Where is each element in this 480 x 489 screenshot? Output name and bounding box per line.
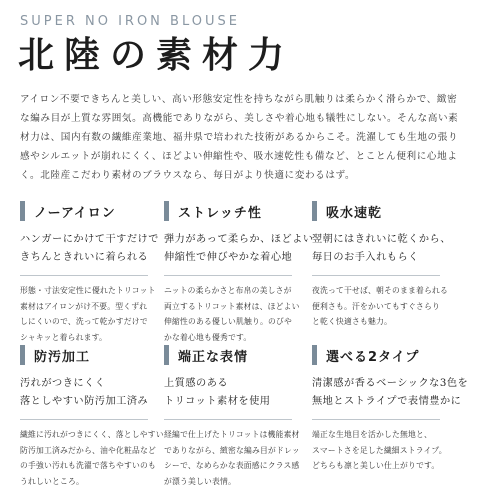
- feature-card-stain-resistant: [20, 344, 156, 489]
- feature-heading: [164, 200, 300, 222]
- subtitle-line: きちんときれいに着られる: [20, 249, 156, 267]
- feature-body: [20, 283, 156, 345]
- body-line: と乾く快適さも魅力。: [312, 314, 448, 330]
- feature-body: [312, 283, 448, 330]
- feature-body: [164, 283, 300, 345]
- divider: [164, 275, 292, 276]
- divider: [20, 419, 148, 420]
- heading-accent-bar: [164, 201, 169, 221]
- subtitle-line: 落としやすい防汚加工済み: [20, 393, 156, 411]
- divider: [312, 419, 440, 420]
- divider: [164, 419, 292, 420]
- brand-eyebrow: SUPER NO IRON BLOUSE: [20, 14, 240, 29]
- feature-subtitle: [20, 231, 156, 267]
- feature-title: 吸水速乾: [326, 202, 382, 221]
- feature-title: 端正な表情: [178, 346, 248, 365]
- feature-heading: [20, 344, 156, 366]
- body-line: 便利さも。汗をかいてもすぐさらり: [312, 299, 448, 315]
- feature-card-stretch: [164, 200, 300, 345]
- feature-card-no-iron: [20, 200, 156, 345]
- heading-accent-bar: [164, 345, 169, 365]
- subtitle-line: トリコット素材を使用: [164, 393, 300, 411]
- feature-title: 選べる2タイプ: [326, 346, 419, 365]
- feature-card-neat-look: [164, 344, 300, 489]
- feature-card-two-types: [312, 344, 448, 474]
- feature-subtitle: [164, 231, 300, 267]
- body-line: 繊維に汚れがつきにくく、落としやすい: [20, 427, 156, 443]
- feature-heading: [312, 344, 448, 366]
- body-line: が漂う美しい表情。: [164, 474, 300, 489]
- feature-title: ノーアイロン: [34, 202, 116, 221]
- body-line: の手強い汚れも洗濯で落ちやすいのも: [20, 458, 156, 474]
- feature-subtitle: [20, 375, 156, 411]
- subtitle-line: 清潔感が香るベーシックな3色を: [312, 375, 448, 393]
- body-line: どちらも凛と美しい仕上がりです。: [312, 458, 448, 474]
- body-line: うれしいところ。: [20, 474, 156, 489]
- subtitle-line: 伸縮性で伸びやかな着心地: [164, 249, 300, 267]
- body-line: シーで、なめらかな表面感にクラス感: [164, 458, 300, 474]
- body-line: でありながら、緻密な編み目がドレッ: [164, 443, 300, 459]
- subtitle-line: 無地とストライプで表情豊かに: [312, 393, 448, 411]
- subtitle-line: 弾力があって柔らか、ほどよい: [164, 231, 300, 249]
- body-line: かな着心地も優秀です。: [164, 330, 300, 346]
- subtitle-line: 汚れがつきにくく: [20, 375, 156, 393]
- subtitle-line: 上質感のある: [164, 375, 300, 393]
- feature-card-quick-dry: [312, 200, 448, 330]
- feature-subtitle: [312, 231, 448, 267]
- feature-title: 防汚加工: [34, 346, 90, 365]
- heading-accent-bar: [20, 345, 25, 365]
- body-line: スマートさを足した繊細ストライプ。: [312, 443, 448, 459]
- heading-accent-bar: [20, 201, 25, 221]
- body-line: 両立するトリコット素材は、ほどよい: [164, 299, 300, 315]
- body-line: 伸縮性のある優しい肌触り。のびや: [164, 314, 300, 330]
- feature-heading: [312, 200, 448, 222]
- feature-body: [312, 427, 448, 474]
- intro-paragraph: アイロン不要できちんと美しい、高い形態安定性を持ちながら肌触りは柔らかく滑らかで、緻密な編み目が上質な雰囲気。高機能でありながら、美しさや着心地も犠牲にしない。そんな高い素材力は、国内有数の繊維産業地、福井県で培われた技術があるからこそ。洗濯しても生地の張り感やシルエットが崩れにくく、ほどよい伸縮性や、吸水速乾性も備など、とことん便利に心地よく。北陸産こだわり素材のブラウスなら、毎日がより快適に変わるはず。: [20, 90, 460, 185]
- divider: [20, 275, 148, 276]
- body-line: ニットの柔らかさと布帛の美しさが: [164, 283, 300, 299]
- feature-title: ストレッチ性: [178, 202, 262, 221]
- page-title: 北陸の素材力: [18, 34, 294, 78]
- body-line: 防汚加工済みだから、油や化粧品など: [20, 443, 156, 459]
- body-line: しにくいので、洗って乾かすだけで: [20, 314, 156, 330]
- body-line: 端正な生地目を活かした無地と、: [312, 427, 448, 443]
- subtitle-line: 翌朝にはきれいに乾くから、: [312, 231, 448, 249]
- body-line: 夜洗って干せば、朝そのまま着られる: [312, 283, 448, 299]
- feature-heading: [164, 344, 300, 366]
- feature-heading: [20, 200, 156, 222]
- body-line: シャキッと着られます。: [20, 330, 156, 346]
- heading-accent-bar: [312, 201, 317, 221]
- feature-subtitle: [312, 375, 448, 411]
- subtitle-line: 毎日のお手入れもらく: [312, 249, 448, 267]
- body-line: 形態・寸法安定性に優れたトリコット: [20, 283, 156, 299]
- divider: [312, 275, 440, 276]
- feature-subtitle: [164, 375, 300, 411]
- body-line: 素材はアイロンがけ不要。型くずれ: [20, 299, 156, 315]
- subtitle-line: ハンガーにかけて干すだけで: [20, 231, 156, 249]
- heading-accent-bar: [312, 345, 317, 365]
- body-line: 経編で仕上げたトリコットは機能素材: [164, 427, 300, 443]
